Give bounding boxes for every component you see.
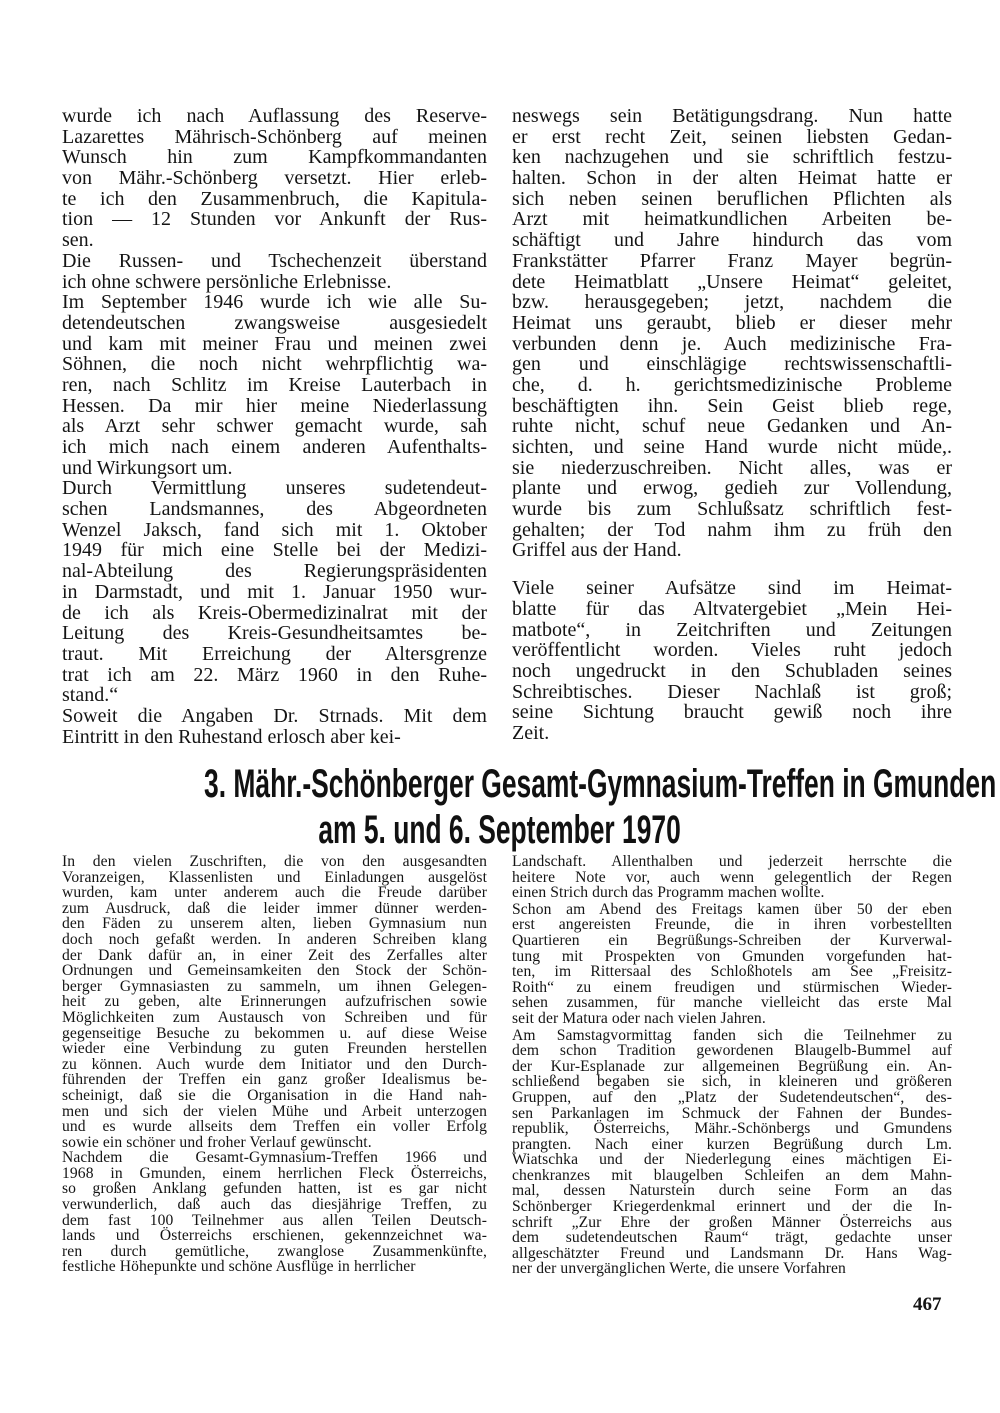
text-line: sie niederzuschreiben. Nicht alles, was er [512,456,952,479]
report-right-column [512,854,952,1277]
text-line: verbunden denn je. Auch medizinische Fra- [512,332,952,355]
text-line: einen Strich durch das Programm machen wollte. [512,884,825,902]
text-line: 1949 für mich eine Stelle bei der Medizi- [62,539,487,562]
text-line: 1968 in Gmunden, einem herrlichen Fleck Österreichs, [62,1164,487,1182]
text-line: trat ich am 22. März 1960 in den Ruhe- [62,663,487,686]
text-line: berger Gymnasiasten zu sammeln, um ihnen Gelegen- [62,977,487,995]
text-line: halten. Schon in der alten Heimat hatte er [512,167,952,190]
text-line: wurde ich nach Auflassung des Reserve- [62,105,487,127]
text-line: Soweit die Angaben Dr. Strnads. Mit dem [62,704,487,727]
text-line: veröffentlicht worden. Vieles ruht jedoch [512,639,952,662]
text-line: Nachdem die Gesamt-Gymnasium-Treffen 1966 und [62,1149,487,1167]
text-line: Lazarettes Mährisch-Schönberg auf meinen [62,125,487,148]
text-line: sichten, und seine Hand wurde nicht müde,. [512,436,952,458]
text-line: ten, im Rittersaal des Schloßhotels am See „Freisitz- [512,963,952,981]
text-line: neswegs sein Betätigungsdrang. Nun hatte [512,105,952,127]
text-line: Eintritt in den Ruhestand erlosch aber kei- [62,725,401,748]
report-left-column [62,854,487,1275]
text-line: detendeutschen zwangsweise ausgesiedelt [62,311,487,334]
text-line: dem schon Tradition gewordenen Blaugelb-Bummel auf [512,1042,952,1060]
text-line: heitere Note vor, auch wenn gelegentlich der Regen [512,868,952,886]
text-line: allgeschätzter Freund und Landsmann Dr. Hans Wag- [512,1244,952,1262]
paragraph [62,706,487,747]
text-line: Möglichkeiten zum Austausch von Schreiben und für [62,1008,487,1026]
text-line: dete Heimatblatt „Unsere Heimat“ geleitet, [512,270,952,293]
text-line: der Kur-Esplanade zur allgemeinen Begrüßung ein. An- [512,1057,952,1075]
text-line: Gruppen, auf den „Platz der Sudetendeutschen“, des- [512,1088,952,1106]
text-line: gen und einschlägige rechtswissenschaftli- [512,353,952,376]
text-line: verwunderlich, daß auch das diesjährige Treffen, zu [62,1196,487,1214]
text-line: Wiatschka und der Niederlegung eines mächtigen Ei- [512,1151,952,1169]
text-line: erst angereisten Freunde, die in ihren vorbestellten [512,916,952,934]
text-line: Am Samstagvormittag fanden sich die Teilnehmer zu [512,1026,952,1044]
text-line: prangten. Nach einer kurzen Begrüßung durch Lm. [512,1135,952,1153]
text-line: men und sich der vielen Mühe und Arbeit unterzogen [62,1102,487,1120]
text-line: Durch Vermittlung unseres sudetendeut- [62,477,487,500]
text-line: stand.“ [62,684,119,707]
text-line: sen Parkanlagen im Schmuck der Fahnen der Bundes- [512,1104,952,1122]
text-line: schäftigt und Jahre hindurch das vom [512,229,952,252]
text-line: Roith“ zu einem freudigen und stürmischen Wieder- [512,978,952,996]
paragraph [512,902,952,1027]
text-line: beschäftigten ihn. Sein Geist blieb rege, [512,394,952,417]
text-line: wurde bis zum Schlußsatz schriftlich fest- [512,498,952,521]
text-line: wieder eine Verbindung zu guten Freunden herstellen [62,1040,487,1058]
paragraph [62,854,487,1150]
text-line: Quartieren ein Begrüßungs-Schreiben der Kurverwal- [512,931,952,949]
text-line: ich mich nach einem anderen Aufenthalts- [62,436,487,458]
text-line: bzw. herausgegeben; jetzt, nachdem die [512,291,952,314]
paragraph [62,1150,487,1275]
text-line: Schönberger Kriegerdenkmal erinnert und der die In- [512,1198,952,1216]
text-line: In den vielen Zuschriften, die von den ausgesandten [62,853,487,870]
paragraph [512,106,952,561]
text-line: sen. [62,229,94,252]
text-line: gegenseitige Besuche zu bekommen u. auf diese Weise [62,1024,487,1042]
text-line: gehalten; der Tod nahm ihm zu früh den [512,518,952,541]
text-line: che, d. h. gerichtsmedizinische Probleme [512,373,952,396]
text-line: der Dank dafür an, in einer Zeit des Zerfalles alter [62,946,487,964]
text-line: zum Ausdruck, daß die leider immer dünner werden- [62,899,487,917]
text-line: te ich den Zusammenbruch, die Kapitula- [62,187,487,210]
text-line: ren, nach Schlitz im Kreise Lauterbach in [62,373,487,396]
text-line: Frankstätter Pfarrer Franz Mayer begrün- [512,249,952,272]
text-line: sehen zusammen, für manche vielleicht das erste Mal [512,994,952,1012]
text-line: den Fäden zu unserem alten, lieben Gymnasium nun [62,915,487,933]
text-line: von Mähr.-Schönberg versetzt. Hier erleb- [62,167,487,190]
text-line: Voranzeigen, Klassenlisten und Einladungen ausgelöst [62,868,487,886]
text-line: schrift „Zur Ehre der großen Männer Österreichs aus [512,1213,952,1231]
text-line: ren durch gemütliche, zwanglose Zusammenkünfte, [62,1242,487,1260]
page-number: 467 [913,1294,942,1315]
headline-line-2 [0,808,1000,852]
text-line: zu können. Auch wurde dem Initiator und den Durch- [62,1055,487,1073]
paragraph [512,578,952,744]
paragraph [62,478,487,706]
text-line: als Arzt sehr schwer gemacht wurde, sah [62,415,487,438]
text-line: Leitung des Kreis-Gesundheitsamtes be- [62,622,487,645]
text-line: matbote“, in Zeitchriften und Zeitungen [512,618,952,641]
text-line: dem fast 100 Teilnehmer aus allen Teilen Deutsch- [62,1211,487,1229]
text-line: scheinigt, daß sie die Organisation in die Hand nah- [62,1086,487,1104]
text-line: ruhte nicht, schuf neue Gedanken und An- [512,415,952,438]
text-line: heit zu geben, alte Erinnerungen aufzufrischen sowie [62,993,487,1011]
text-line: sich neben seinen beruflichen Pflichten als [512,187,952,210]
text-line: Schreibtisches. Dieser Nachlaß ist groß; [512,680,952,703]
text-line: lands und Österreichs erschienen, gekennzeichnet wa- [62,1227,487,1245]
text-line: Griffel aus der Hand. [512,539,682,562]
text-line: schen Landsmannes, des Abgeordneten [62,498,487,521]
text-line: Schon am Abend des Freitags kamen über 50 der eben [512,900,952,918]
text-line: seit der Matura oder nach vielen Jahren. [512,1009,766,1027]
text-line: schließend begaben sie sich, in kleineren und größeren [512,1073,952,1091]
paragraph [512,854,952,901]
text-line: blatte für das Altvatergebiet „Mein Hei- [512,597,952,620]
text-line: mal, dessen Naturstein durch seine Form an das [512,1182,952,1200]
text-line: er erst recht Zeit, seinen liebsten Gedan- [512,125,952,148]
text-line: und kam mit meiner Frau und meinen zwei [62,332,487,355]
text-line: Viele seiner Aufsätze sind im Heimat- [512,577,952,600]
text-line: Zeit. [512,721,550,744]
text-line: ken nachzugehen und sie schriftlich festzu- [512,146,952,169]
text-line: wurden, kam unter anderem auch die Freude darüber [62,884,487,902]
text-line: und es wurde allseits dem Treffen ein voller Erfolg [62,1118,487,1136]
text-line: so großen Anklang gefunden hatten, ist es gar nicht [62,1180,487,1198]
text-line: führenden der Treffen ein ganz großer Idealismus be- [62,1071,487,1089]
article-continuation-left-column [62,106,487,747]
text-line: festliche Höhepunkte und schöne Ausflüge in herrlicher [62,1258,416,1276]
paragraph [62,292,487,478]
text-line: sowie ein schöner und froher Verlauf gewünscht. [62,1133,372,1151]
text-line: Hessen. Da mir hier meine Niederlassung [62,394,487,417]
text-line: republik, Österreichs, Mähr.-Schönbergs und Gmundens [512,1120,952,1138]
text-line: ner der unvergänglichen Werte, die unsere Vorfahren [512,1260,846,1278]
text-line: noch ungedruckt in den Schubladen seines [512,659,952,682]
text-line: nal-Abteilung des Regierungspräsidenten [62,560,487,583]
text-line: Wenzel Jaksch, fand sich mit 1. Oktober [62,518,487,541]
text-line: Söhnen, die noch nicht wehrpflichtig wa- [62,353,487,376]
text-line: Landschaft. Allenthalben und jederzeit herrschte die [512,853,952,870]
text-line: tion — 12 Stunden vor Ankunft der Rus- [62,208,487,231]
text-line: Heimat uns geraubt, blieb er dieser mehr [512,311,952,334]
text-line: chenkranzes mit blaugelben Schleifen an dem Mahn- [512,1166,952,1184]
article-continuation-right-column [512,106,952,744]
text-line: seine Sichtung braucht gewiß noch ihre [512,701,952,724]
paragraph [62,251,487,292]
text-line: plante und erwog, gedieh zur Vollendung, [512,477,952,500]
text-line: de ich als Kreis-Obermedizinalrat mit der [62,601,487,624]
text-line: und Wirkungsort um. [62,456,233,479]
text-line: Arzt mit heimatkundlichen Arbeiten be- [512,208,952,231]
text-line: traut. Mit Erreichung der Altersgrenze [62,642,487,665]
text-line: dem sudetendeutschen Raum“ trägt, gedachte unser [512,1229,952,1247]
text-line: Im September 1946 wurde ich wie alle Su- [62,291,487,314]
text-line: ich ohne schwere persönliche Erlebnisse. [62,270,392,293]
text-line: Die Russen- und Tschechenzeit überstand [62,249,487,272]
headline-text-1: 3. Mähr.-Schönberger Gesamt-Gymnasium-Treffen in Gmunden [204,762,997,806]
paragraph [62,106,487,251]
headline-line-1 [0,762,1000,806]
text-line: Ordnungen und Gemeinsamkeiten den Stock der Schön- [62,962,487,980]
text-line: doch noch gefaßt werden. In anderen Schreiben klang [62,930,487,948]
headline-text-2: am 5. und 6. September 1970 [318,808,682,852]
paragraph [512,1028,952,1278]
text-line: Wunsch hin zum Kampfkommandanten [62,146,487,169]
text-line: tung mit Prospekten von Gmunden vorgefunden hat- [512,947,952,965]
text-line: in Darmstadt, und mit 1. Januar 1950 wur- [62,580,487,603]
